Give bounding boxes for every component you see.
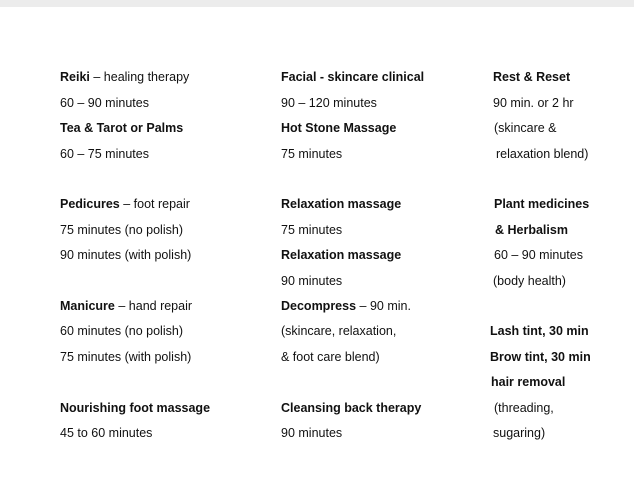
service-duration: 75 minutes (no polish) [60,223,183,237]
service-duration: 90 min. or 2 hr [493,96,574,110]
service-title: Manicure [60,299,115,313]
service-note: & foot care blend) [281,350,380,364]
service-note: (threading, [494,401,554,415]
service-duration: 90 minutes (with polish) [60,248,192,262]
service-title: Decompress [281,299,357,313]
service-title: Facial - skincare clinical [281,70,425,84]
service-decompress [281,298,411,314]
service-title: Cleansing back therapy [281,401,422,415]
service-note: relaxation blend) [496,147,589,161]
service-note: (skincare & [494,121,557,135]
service-description: – hand repair [114,299,193,313]
service-duration: 90 minutes [281,274,343,288]
service-duration: 75 minutes (with polish) [60,350,192,364]
service-description: – foot repair [119,197,190,211]
service-duration: 60 – 90 minutes [494,248,583,262]
service-duration: 75 minutes [281,147,343,161]
service-duration: 75 minutes [281,223,343,237]
service-title: Plant medicines [494,197,590,211]
service-note: sugaring) [493,426,546,440]
service-title: Relaxation massage [281,248,402,262]
service-duration: 90 – 120 minutes [281,96,377,110]
service-duration: 45 to 60 minutes [60,426,153,440]
service-title: Reiki [60,70,90,84]
service-title: Brow tint, 30 min [490,350,591,364]
service-reiki [60,69,189,85]
service-manicure [60,298,192,314]
service-pedicures [60,196,190,212]
service-title: Pedicures [60,197,120,211]
service-title: Nourishing foot massage [60,401,211,415]
service-title: Hot Stone Massage [281,121,397,135]
service-note: (skincare, relaxation, [281,324,397,338]
service-description: – 90 min. [356,299,411,313]
service-description: – healing therapy [89,70,190,84]
service-title: Relaxation massage [281,197,402,211]
service-title: hair removal [491,375,566,389]
service-title: Lash tint, 30 min [490,324,589,338]
top-border [0,0,634,7]
service-duration: 60 – 75 minutes [60,147,149,161]
service-title: Rest & Reset [493,70,571,84]
service-duration: 60 minutes (no polish) [60,324,183,338]
service-title: & Herbalism [495,223,568,237]
service-duration: 60 – 90 minutes [60,96,149,110]
service-duration: 90 minutes [281,426,343,440]
service-title: Tea & Tarot or Palms [60,121,184,135]
service-note: (body health) [493,274,566,288]
